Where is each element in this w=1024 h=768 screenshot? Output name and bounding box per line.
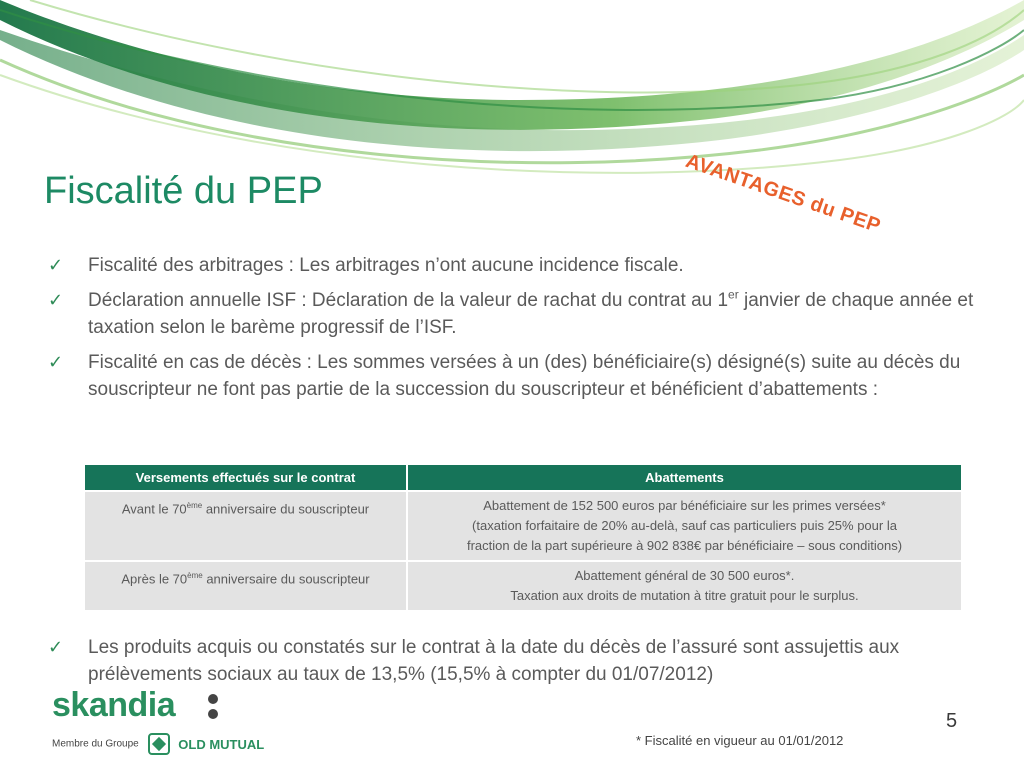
group-name: OLD MUTUAL <box>178 736 265 752</box>
table-cell-period <box>85 561 407 610</box>
skandia-logo <box>52 686 175 725</box>
bullet-list-2 <box>48 634 988 688</box>
bullet-text: Fiscalité des arbitrages : Les arbitrages n’ont aucune incidence fiscale. <box>88 255 684 276</box>
cell-text: Après le 70 <box>121 571 188 587</box>
bullet-list <box>48 252 983 411</box>
table-header-versements: Versements effectués sur le contrat <box>85 465 407 491</box>
table-row <box>85 561 962 610</box>
page-number: 5 <box>946 710 958 732</box>
page-title: Fiscalité du PEP <box>44 170 323 212</box>
bullet-prelevements <box>48 634 988 688</box>
table-row <box>85 491 962 561</box>
brand-dots-icon <box>208 692 220 722</box>
table-header-row <box>85 465 962 491</box>
cell-line: (taxation forfaitaire de 20% au-delà, sauf cas particuliers puis 25% pour la <box>472 518 897 533</box>
member-label: Membre du Groupe <box>52 738 139 750</box>
cell-line: Abattement général de 30 500 euros*. <box>574 568 795 583</box>
check-icon: ✓ <box>48 255 64 276</box>
bullet-text: Les produits acquis ou constatés sur le contrat à la date du décès de l’assuré sont assujettis aux prélèvements sociaux au taux de 13,5% (15,5% à compter du 01/07/2012) <box>88 637 900 685</box>
member-line <box>52 733 264 755</box>
abattements-table <box>85 465 963 610</box>
cell-line: Abattement de 152 500 euros par bénéficiaire sur les primes versées* <box>483 498 886 513</box>
footnote: * Fiscalité en vigueur au 01/01/2012 <box>636 733 844 748</box>
cell-superscript: ème <box>186 501 203 510</box>
bullet-text-before: Déclaration annuelle ISF : Déclaration de la valeur de rachat du contrat au 1 <box>88 290 729 311</box>
table-header-abattements: Abattements <box>407 465 962 491</box>
cell-line: fraction de la part supérieure à 902 838€ par bénéficiaire – sous conditions) <box>466 538 903 553</box>
avantages-stamp: AVANTAGES du PEP <box>682 150 884 238</box>
bullet-text-after: janvier de chaque année et taxation selon le barème progressif de l’ISF. <box>88 290 974 338</box>
check-icon: ✓ <box>48 637 64 658</box>
cell-text: Avant le 70 <box>121 501 187 517</box>
bullet-isf <box>48 287 983 341</box>
bullet-text: Fiscalité en cas de décès : Les sommes versées à un (des) bénéficiaire(s) désigné(s) suite au décès du souscripteur ne font pas partie de la succession du souscripteur et bénéficient d’abattements : <box>88 352 961 400</box>
bullet-deces <box>48 349 983 403</box>
check-icon: ✓ <box>48 352 64 373</box>
table-cell-period <box>85 491 407 561</box>
cell-text: anniversaire du souscripteur <box>202 501 370 517</box>
old-mutual-shield-icon <box>148 733 170 755</box>
table-cell-abattement <box>407 491 962 561</box>
bullet-arbitrages <box>48 252 983 279</box>
cell-text: anniversaire du souscripteur <box>202 571 370 587</box>
cell-superscript: ème <box>187 571 203 580</box>
brand-name: skandia <box>52 686 176 724</box>
cell-line: Taxation aux droits de mutation à titre gratuit pour le surplus. <box>510 588 859 603</box>
table-cell-abattement <box>407 561 962 610</box>
check-icon: ✓ <box>48 290 64 311</box>
bullet-superscript: er <box>728 287 739 302</box>
